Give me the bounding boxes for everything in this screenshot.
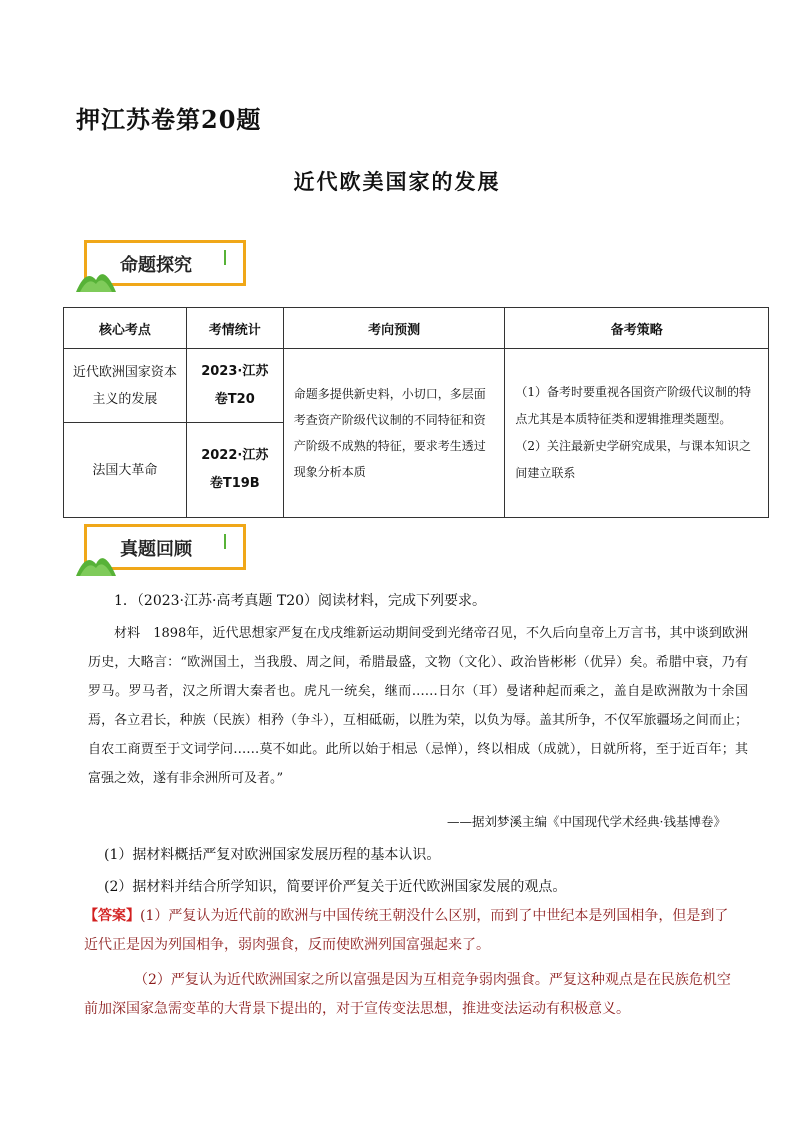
answer-text: (1）严复认为近代前的欧洲与中国传统王朝没什么区别，而到了中世纪本是列国相争，但是到了近代正是因为列国相争，弱肉强食，反而使欧洲列国富强起来了。 [84,908,729,953]
stat-cell: 2022·江苏卷T19B [186,423,283,518]
source-material [88,619,748,793]
topic-cell: 法国大革命 [64,423,187,518]
badge-label: 真题回顾 [120,539,192,560]
answer-text: （2）严复认为近代欧洲国家之所以富强是因为互相竞争弱肉强食。严复这种观点是在民族危机空前加深国家急需变革的大背景下提出的，对于宣传变法思想，推进变法运动有积极意义。 [84,972,731,1017]
table-row [64,349,769,423]
hill-icon [76,546,116,576]
badge-tick-mark [224,250,226,265]
answer-part-1 [84,902,734,960]
document-header: 押江苏卷第20题 [76,105,262,134]
sub-question-2: (2）据材料并结合所学知识，简要评价严复关于近代欧洲国家发展的观点。 [104,879,567,895]
strategy-item: （2）关注最新史学研究成果，与课本知识之间建立联系 [515,439,752,480]
question-intro: 1．（2023·江苏·高考真题 T20）阅读材料，完成下列要求。 [114,593,487,609]
strategy-cell [505,349,769,518]
section-badge-exploration [76,240,246,292]
strategy-item: （1）备考时要重视各国资产阶级代议制的特点尤其是本质特征类和逻辑推理类题型。 [515,385,752,426]
exam-analysis-table [63,307,769,518]
header-exam-stats: 考情统计 [186,308,283,349]
material-text: 材料 1898年，近代思想家严复在戊戌维新运动期间受到光绪帝召见，不久后向皇帝上万言书，其中谈到欧洲历史，大略言：“欧洲国土，当我殷、周之间，希腊最盛，文物（文化）、政治皆彬彬（优异）矣。希腊中衰，乃有罗马。罗马者，汉之所谓大秦者也。虎凡一统矣，继而……日尔（耳）曼诸种起而乘之，盖自是欧洲散为十余国焉，各立君长，种族（民族）相矜（争斗），互相砥砺，以胜为荣，以负为辱。盖其所争，不仅军旅疆场之间而止；自农工商贾至于文词学问……莫不如此。此所以始于相忌（忌惮），终以相成（成就），日就所将，至于近百年；其富强之效，遂有非余洲所可及者。” [88,626,748,786]
material-citation: ——据刘梦溪主编《中国现代学术经典·钱基博卷》 [447,814,726,829]
answer-part-2 [84,966,734,1024]
hill-icon [76,262,116,292]
table-header-row [64,308,769,349]
document-title: 近代欧美国家的发展 [293,169,501,194]
topic-cell: 近代欧洲国家资本主义的发展 [64,349,187,423]
answer-tag: 【答案】 [84,908,140,924]
section-badge-review [76,524,246,576]
sub-question-1: (1）据材料概括严复对欧洲国家发展历程的基本认识。 [104,847,441,863]
forecast-cell: 命题多提供新史料，小切口，多层面考查资产阶级代议制的不同特征和资产阶级不成熟的特征，要求考生透过现象分析本质 [283,349,505,518]
header-forecast: 考向预测 [283,308,505,349]
stat-cell: 2023·江苏卷T20 [186,349,283,423]
badge-label: 命题探究 [120,255,192,276]
header-core-topic: 核心考点 [64,308,187,349]
badge-tick-mark [224,534,226,549]
header-strategy: 备考策略 [505,308,769,349]
